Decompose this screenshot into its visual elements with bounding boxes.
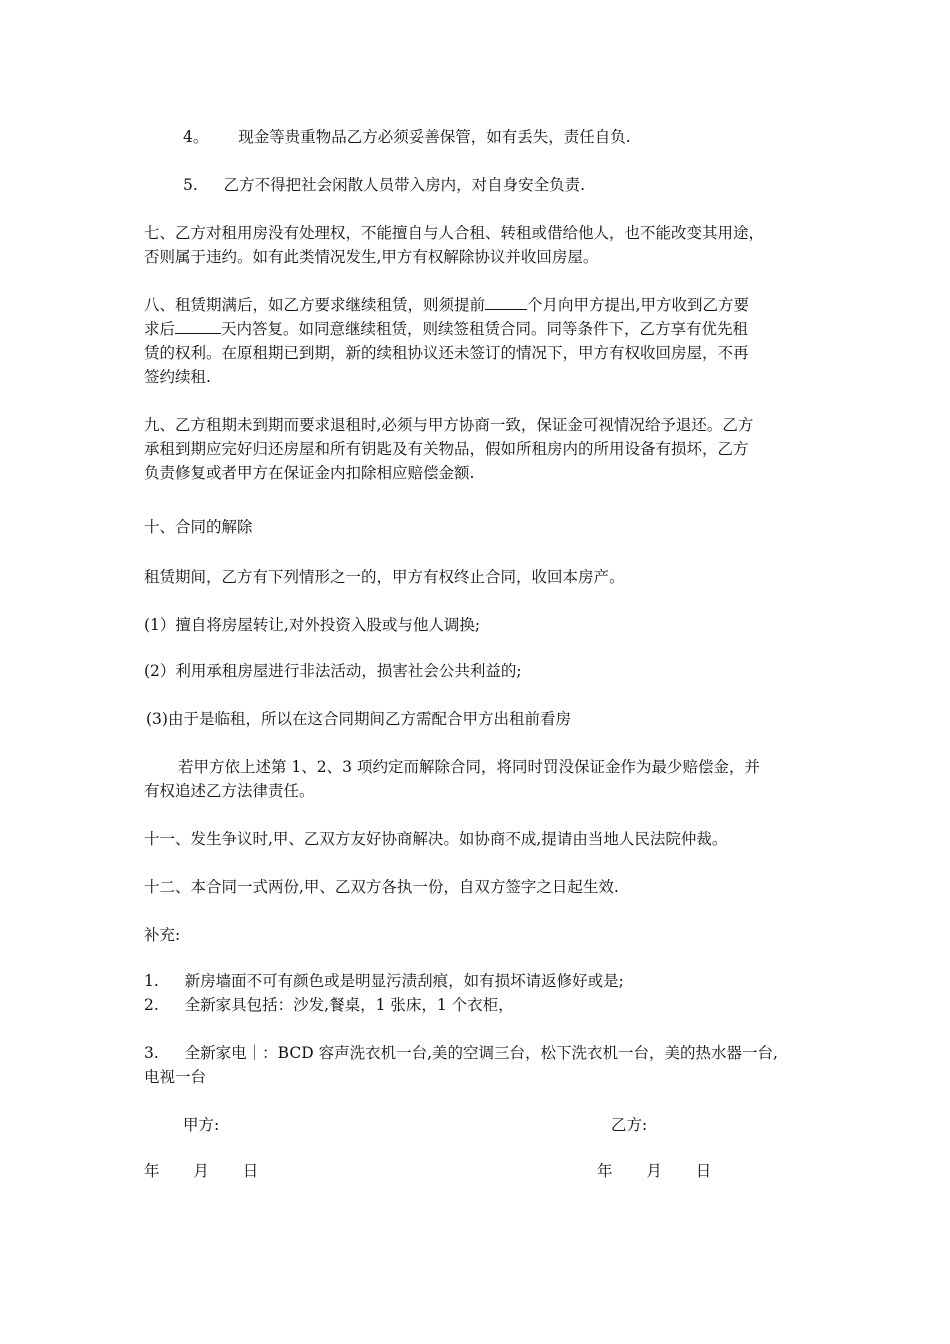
supplement-item-1-text: 新房墙面不可有颜色或是明显污渍刮痕，如有损坏请返修好或是; (184, 972, 624, 990)
clause-10-case-1: (1）擅自将房屋转让,对外投资入股或与他人调换; (144, 616, 481, 634)
clause-11: 十一、发生争议时,甲、乙双方友好协商解决。如协商不成,提请由当地人民法院仲裁。 (144, 830, 728, 848)
clause-12: 十二、本合同一式两份,甲、乙双方各执一份，自双方签字之日起生效. (144, 878, 619, 896)
clause-9-line-2: 承租到期应完好归还房屋和所有钥匙及有关物品，假如所租房内的所用设备有损坏，乙方 (144, 440, 749, 458)
item-5-number: 5. (183, 176, 198, 194)
supplement-item-3-line-1 (144, 1043, 778, 1063)
clause-7-line-2: 否则属于违约。如有此类情况发生,甲方有权解除协议并收回房屋。 (144, 248, 599, 266)
clause-8-line-2-text-a: 求后 (144, 320, 176, 338)
party-a-signature-label: 甲方: (183, 1116, 220, 1134)
clause-9-line-3: 负责修复或者甲方在保证金内扣除相应赔偿金额. (144, 464, 475, 482)
clause-10-intro: 租赁期间，乙方有下列情形之一的，甲方有权终止合同，收回本房产。 (144, 568, 625, 586)
clause-8-line-4: 签约续租. (144, 368, 211, 386)
party-b-signature-label: 乙方: (611, 1116, 648, 1134)
party-b-date-year: 年 (597, 1162, 613, 1180)
clause-10-penalty-line-2: 有权追述乙方法律责任。 (144, 782, 315, 800)
clause-8-line-3: 赁的权利。在原租期已到期，新的续租协议还未签订的情况下，甲方有权收回房屋，不再 (144, 344, 749, 362)
party-b-date-month: 月 (646, 1162, 662, 1180)
item-4 (183, 127, 631, 147)
clause-7-line-1: 七、乙方对租用房没有处理权，不能擅自与人合租、转租或借给他人，也不能改变其用途， (144, 224, 765, 242)
supplement-item-2 (144, 995, 514, 1015)
party-b-date-day: 日 (695, 1162, 712, 1180)
item-5-text: 乙方不得把社会闲散人员带入房内，对自身安全负责. (223, 176, 586, 194)
supplement-title: 补充: (144, 926, 181, 944)
party-a-date-year: 年 (144, 1162, 160, 1180)
clause-8-line-1 (144, 295, 749, 315)
supplement-item-2-number: 2. (144, 996, 159, 1014)
supplement-item-1 (144, 971, 624, 991)
party-a-date-day: 日 (242, 1162, 259, 1180)
supplement-item-3-text: 全新家电｜：BCD 容声洗衣机一台,美的空调三台，松下洗衣机一台，美的热水器一台, (184, 1044, 778, 1062)
months-blank (485, 295, 527, 310)
clause-10-penalty-line-1: 若甲方依上述第 1、2、3 项约定而解除合同，将同时罚没保证金作为最少赔偿金，并 (178, 758, 760, 776)
clause-8-line-1-text-a: 八、租赁期满后，如乙方要求继续租赁，则须提前 (144, 296, 486, 314)
item-4-text: 现金等贵重物品乙方必须妥善保管，如有丢失，责任自负. (238, 128, 631, 146)
clause-8-line-1-text-b: 个月向甲方提出,甲方收到乙方要 (527, 296, 749, 314)
supplement-item-1-number: 1. (144, 972, 159, 990)
item-5 (183, 175, 585, 195)
days-blank (175, 319, 221, 334)
party-a-date (144, 1161, 258, 1181)
supplement-item-3-line-2: 电视一台 (144, 1068, 207, 1086)
supplement-item-3-number: 3. (144, 1044, 159, 1062)
clause-9-line-1: 九、乙方租期未到期而要求退租时,必须与甲方协商一致，保证金可视情况给予退还。乙方 (144, 416, 754, 434)
clause-8-line-2-text-b: 天内答复。如同意继续租赁，则续签租赁合同。同等条件下，乙方享有优先租 (221, 320, 749, 338)
supplement-item-2-text: 全新家具包括：沙发,餐桌，1 张床，1 个衣柜， (184, 996, 514, 1014)
party-b-date (597, 1161, 711, 1181)
clause-10-case-3: (3)由于是临租，所以在这合同期间乙方需配合甲方出租前看房 (146, 710, 571, 728)
clause-10-title: 十、合同的解除 (144, 518, 253, 536)
clause-10-case-2: (2）利用承租房屋进行非法活动，损害社会公共利益的; (144, 662, 522, 680)
item-4-number: 4。 (183, 128, 209, 146)
party-a-date-month: 月 (193, 1162, 209, 1180)
clause-8-line-2 (144, 319, 748, 339)
